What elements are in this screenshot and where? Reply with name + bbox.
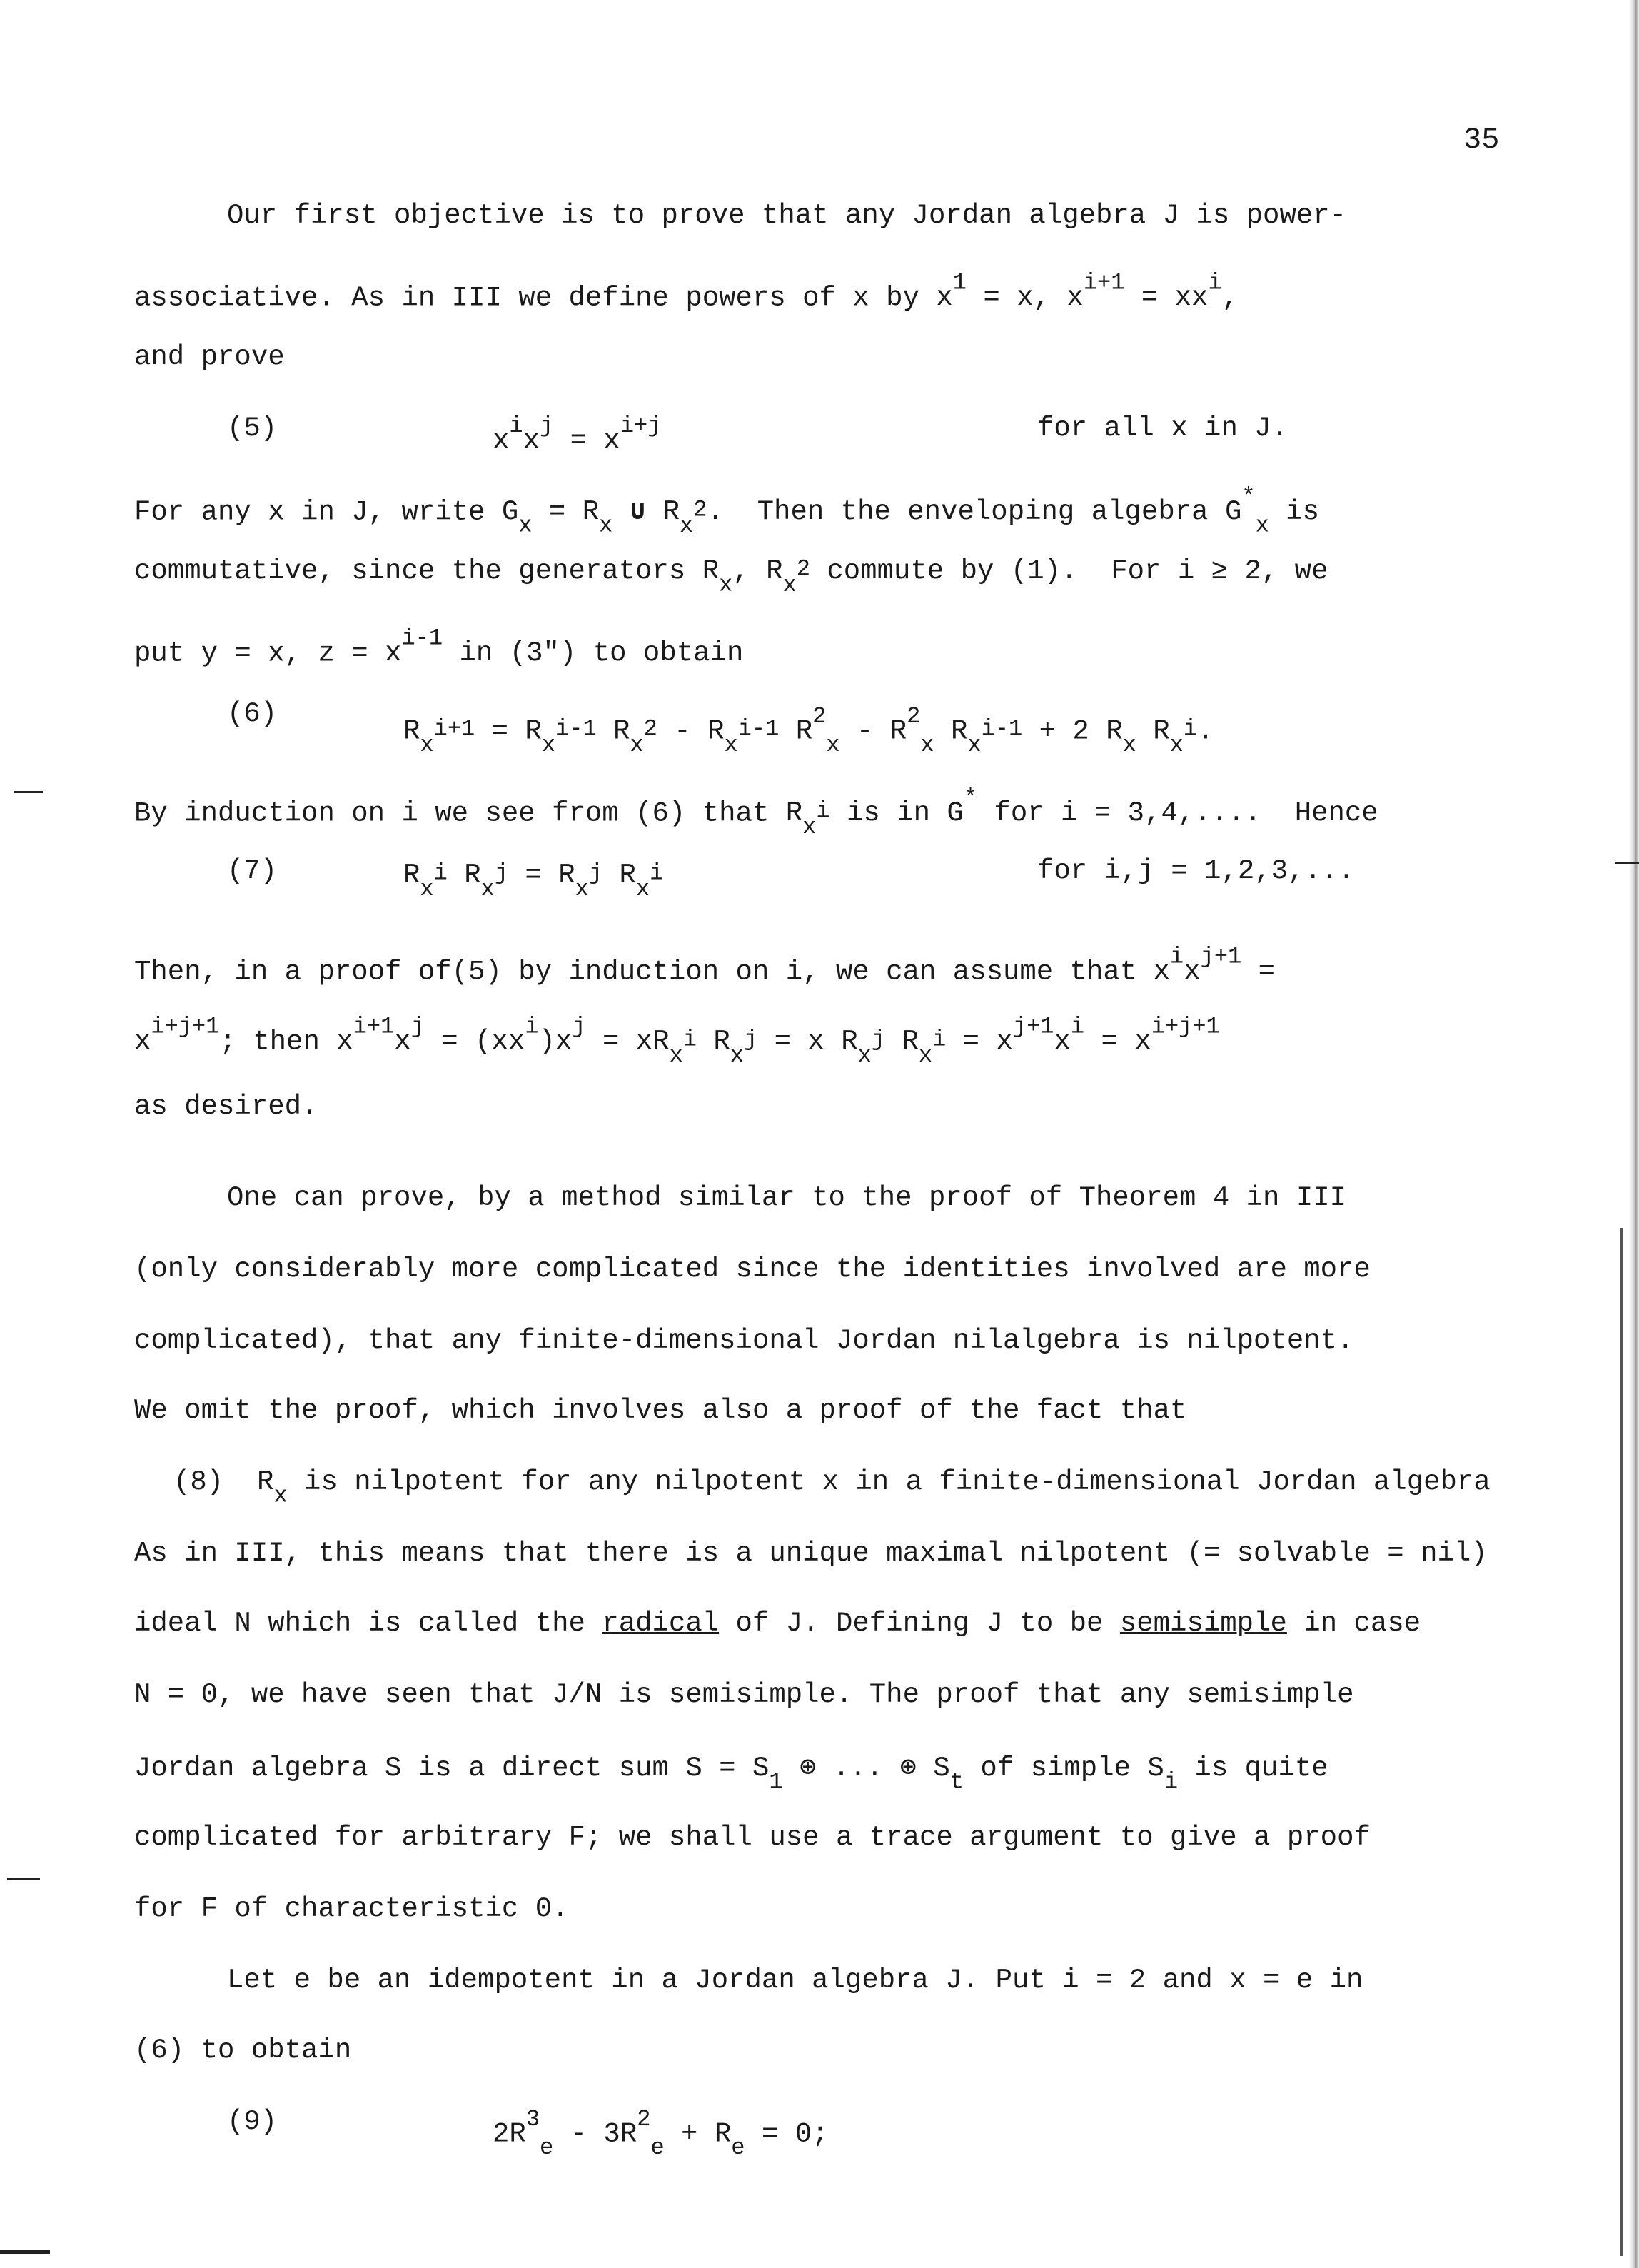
equation-label: (9) xyxy=(227,2106,278,2137)
text-line: We omit the proof, which involves also a proof of the fact that xyxy=(134,1395,1187,1426)
scan-edge-line xyxy=(1620,1228,1623,2256)
equation-6: $R_{x^{i+1}} = R_{x^{i-1}}$ $R_{x^2} - R_{x^{i-1}}$ $R^2_x - R^2_x$ $R_{x^{i-1}} + 2$ $R_x$ $R_{x^i}$. xyxy=(403,703,1214,758)
equation-label: (6) xyxy=(227,698,278,730)
text-line: By induction on i we see from (6) that $R_{x^i}$ is in G* for i = 3,4,.... Hence xyxy=(134,785,1378,840)
equation-condition: for all x in J. xyxy=(1037,413,1288,444)
margin-mark xyxy=(14,791,43,793)
text-line: Let e be an idempotent in a Jordan algebra J. Put i = 2 and x = e in xyxy=(227,1965,1363,1996)
equation-label: (5) xyxy=(227,413,278,444)
text-line: and prove xyxy=(134,341,285,373)
margin-mark xyxy=(7,1878,40,1880)
text-line: As in III, this means that there is a unique maximal nilpotent (= solvable = nil) xyxy=(134,1538,1488,1569)
text-line: (6) to obtain xyxy=(134,2035,352,2066)
text-line: (8) $R_x$ is nilpotent for any nilpotent x in a finite-dimensional Jordan algebra xyxy=(173,1466,1491,1509)
text-line: associative. As in III we define powers of x by $x^1 = x$, $x^{i+1} = xx^i$, xyxy=(134,270,1239,314)
text-line: For any x in J, write $G_x = R_x$ ∪ $R_{x^2}$. Then the enveloping algebra $G^*_x$ is xyxy=(134,484,1319,539)
page-number: 35 xyxy=(1463,123,1500,157)
text-line: complicated for arbitrary F; we shall use a trace argument to give a proof xyxy=(134,1822,1371,1853)
scan-edge-shadow xyxy=(1629,0,1639,2268)
term-radical: radical xyxy=(602,1608,720,1639)
text-line: Jordan algebra S is a direct sum $S = S_1$ ⊕ ... ⊕ $S_t$ of simple $S_i$ is quite xyxy=(134,1753,1328,1795)
text-line: Our first objective is to prove that any Jordan algebra J is power- xyxy=(227,200,1347,231)
term-semisimple: semisimple xyxy=(1119,1608,1287,1639)
text-line: put y = x, $z = x^{i-1}$ in (3") to obtain xyxy=(134,625,744,670)
equation-label: (7) xyxy=(227,855,278,887)
text-line: $x^{i+j+1}$; then $x^{i+1}x^j = (xx^i)x^j = xR_{x^i}$ $R_{x^j} = x$ $R_{x^j}$ $R_{x^i} = x^{j+1}x^i = x^{i+j+1}$ xyxy=(134,1014,1220,1069)
text-line: One can prove, by a method similar to the proof of Theorem 4 in III xyxy=(227,1182,1347,1214)
text-line: Then, in a proof of(5) by induction on i, we can assume that $x^ix^{j+1}$ = xyxy=(134,944,1276,988)
text-line: complicated), that any finite-dimensional Jordan nilalgebra is nilpotent. xyxy=(134,1325,1354,1356)
equation-condition: for i,j = 1,2,3,... xyxy=(1037,855,1355,887)
text-line: N = 0, we have seen that J/N is semisimple. The proof that any semisimple xyxy=(134,1679,1354,1710)
text-line: commutative, since the generators $R_x$, $R_{x^2}$ commute by (1). For i ≥ 2, we xyxy=(134,555,1328,598)
text-line: (only considerably more complicated since the identities involved are more xyxy=(134,1254,1371,1285)
text-line: for F of characteristic 0. xyxy=(134,1893,569,1925)
text-line: as desired. xyxy=(134,1091,318,1122)
text-line: ideal N which is called the radical of J. Defining J to be semisimple in case xyxy=(134,1608,1421,1639)
margin-mark xyxy=(1615,862,1639,864)
margin-mark xyxy=(0,2250,50,2254)
equation-7: $R_{x^i}$ $R_{x^j} = R_{x^j}$ $R_{x^i}$ xyxy=(403,860,664,902)
equation-9: $2R^3_e - 3R^2_e + R_e = 0$; xyxy=(493,2106,829,2161)
equation-5: $x^ix^j = x^{i+j}$ xyxy=(493,413,662,457)
